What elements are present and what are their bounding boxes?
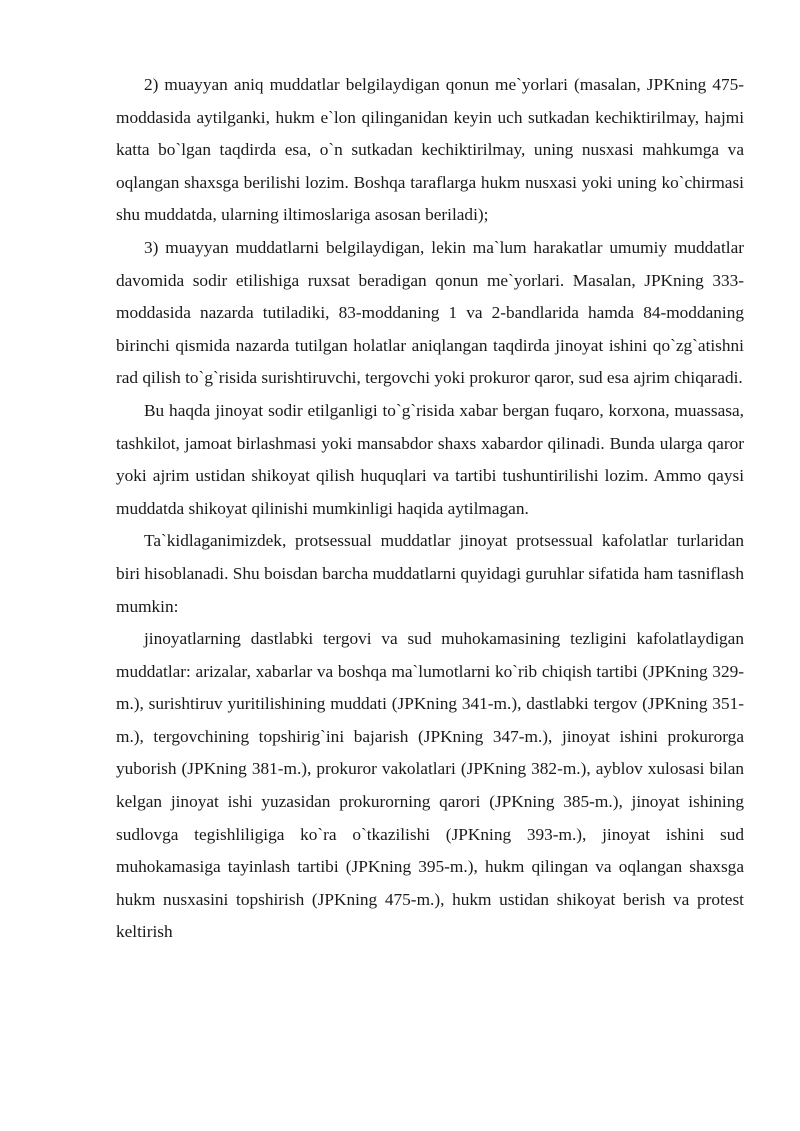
paragraph-item-3: 3) muayyan muddatlarni belgilaydigan, lekin ma`lum harakatlar umumiy muddatlar davomida sodir etilishiga ruxsat beradigan qonun me`yorlari. Masalan, JPKning 333-moddasida nazarda tutiladiki, 83-moddaning 1 va 2-bandlarida hamda 84-moddaning birinchi qismida nazarda tutilgan holatlar aniqlangan taqdirda jinoyat ishini qo`zg`atishni rad qilish to`g`risida surishtiruvchi, tergovchi yoki prokuror qaror, sud esa ajrim chiqaradi. xyxy=(116,237,744,388)
document-page xyxy=(116,69,744,949)
paragraph-item-2: 2) muayyan aniq muddatlar belgilaydigan qonun me`yorlari (masalan, JPKning 475-moddasida aytilganki, hukm e`lon qilinganidan keyin uch sutkadan kechiktirilmay, hajmi katta bo`lgan taqdirda esa, o`n sutkadan kechiktirilmay, uning nusxasi mahkumga va oqlangan shaxsga berilishi lozim. Boshqa taraflarga hukm nusxasi yoki uning ko`chirmasi shu muddatda, ularning iltimoslariga asosan beriladi); xyxy=(116,75,744,225)
paragraph-notification: Bu haqda jinoyat sodir etilganligi to`g`risida xabar bergan fuqaro, korxona, muassasa, tashkilot, jamoat birlashmasi yoki mansabdor shaxs xabardor qilinadi. Bunda ularga qaror yoki ajrim ustidan shikoyat qilish huquqlari va tartibi tushuntirilishi lozim. Ammo qaysi muddatda shikoyat qilinishi mumkinligi haqida aytilmagan. xyxy=(116,400,744,518)
paragraph-classification: Ta`kidlaganimizdek, protsessual muddatlar jinoyat protsessual kafolatlar turlaridan biri hisoblanadi. Shu boisdan barcha muddatlarni quyidagi guruhlar sifatida ham tasniflash mumkin: xyxy=(116,531,744,616)
paragraph-speed-guarantees: jinoyatlarning dastlabki tergovi va sud muhokamasining tezligini kafolatlaydigan muddatlar: arizalar, xabarlar va boshqa ma`lumotlarni ko`rib chiqish tartibi (JPKning 329-m.), surishtiruv yuritilishining muddati (JPKning 341-m.), dastlabki tergov (JPKning 351-m.), tergovchining topshirig`ini bajarish (JPKning 347-m.), jinoyat ishini prokurorga yuborish (JPKning 381-m.), prokuror vakolatlari (JPKning 382-m.), ayblov xulosasi bilan kelgan jinoyat ishi yuzasidan prokurorning qarori (JPKning 385-m.), jinoyat ishining sudlovga tegishliligiga ko`ra o`tkazilishi (JPKning 393-m.), jinoyat ishini sud muhokamasiga tayinlash tartibi (JPKning 395-m.), hukm qilingan va oqlangan shaxsga hukm nusxasini topshirish (JPKning 475-m.), hukm ustidan shikoyat berish va protest keltirish xyxy=(116,629,744,942)
